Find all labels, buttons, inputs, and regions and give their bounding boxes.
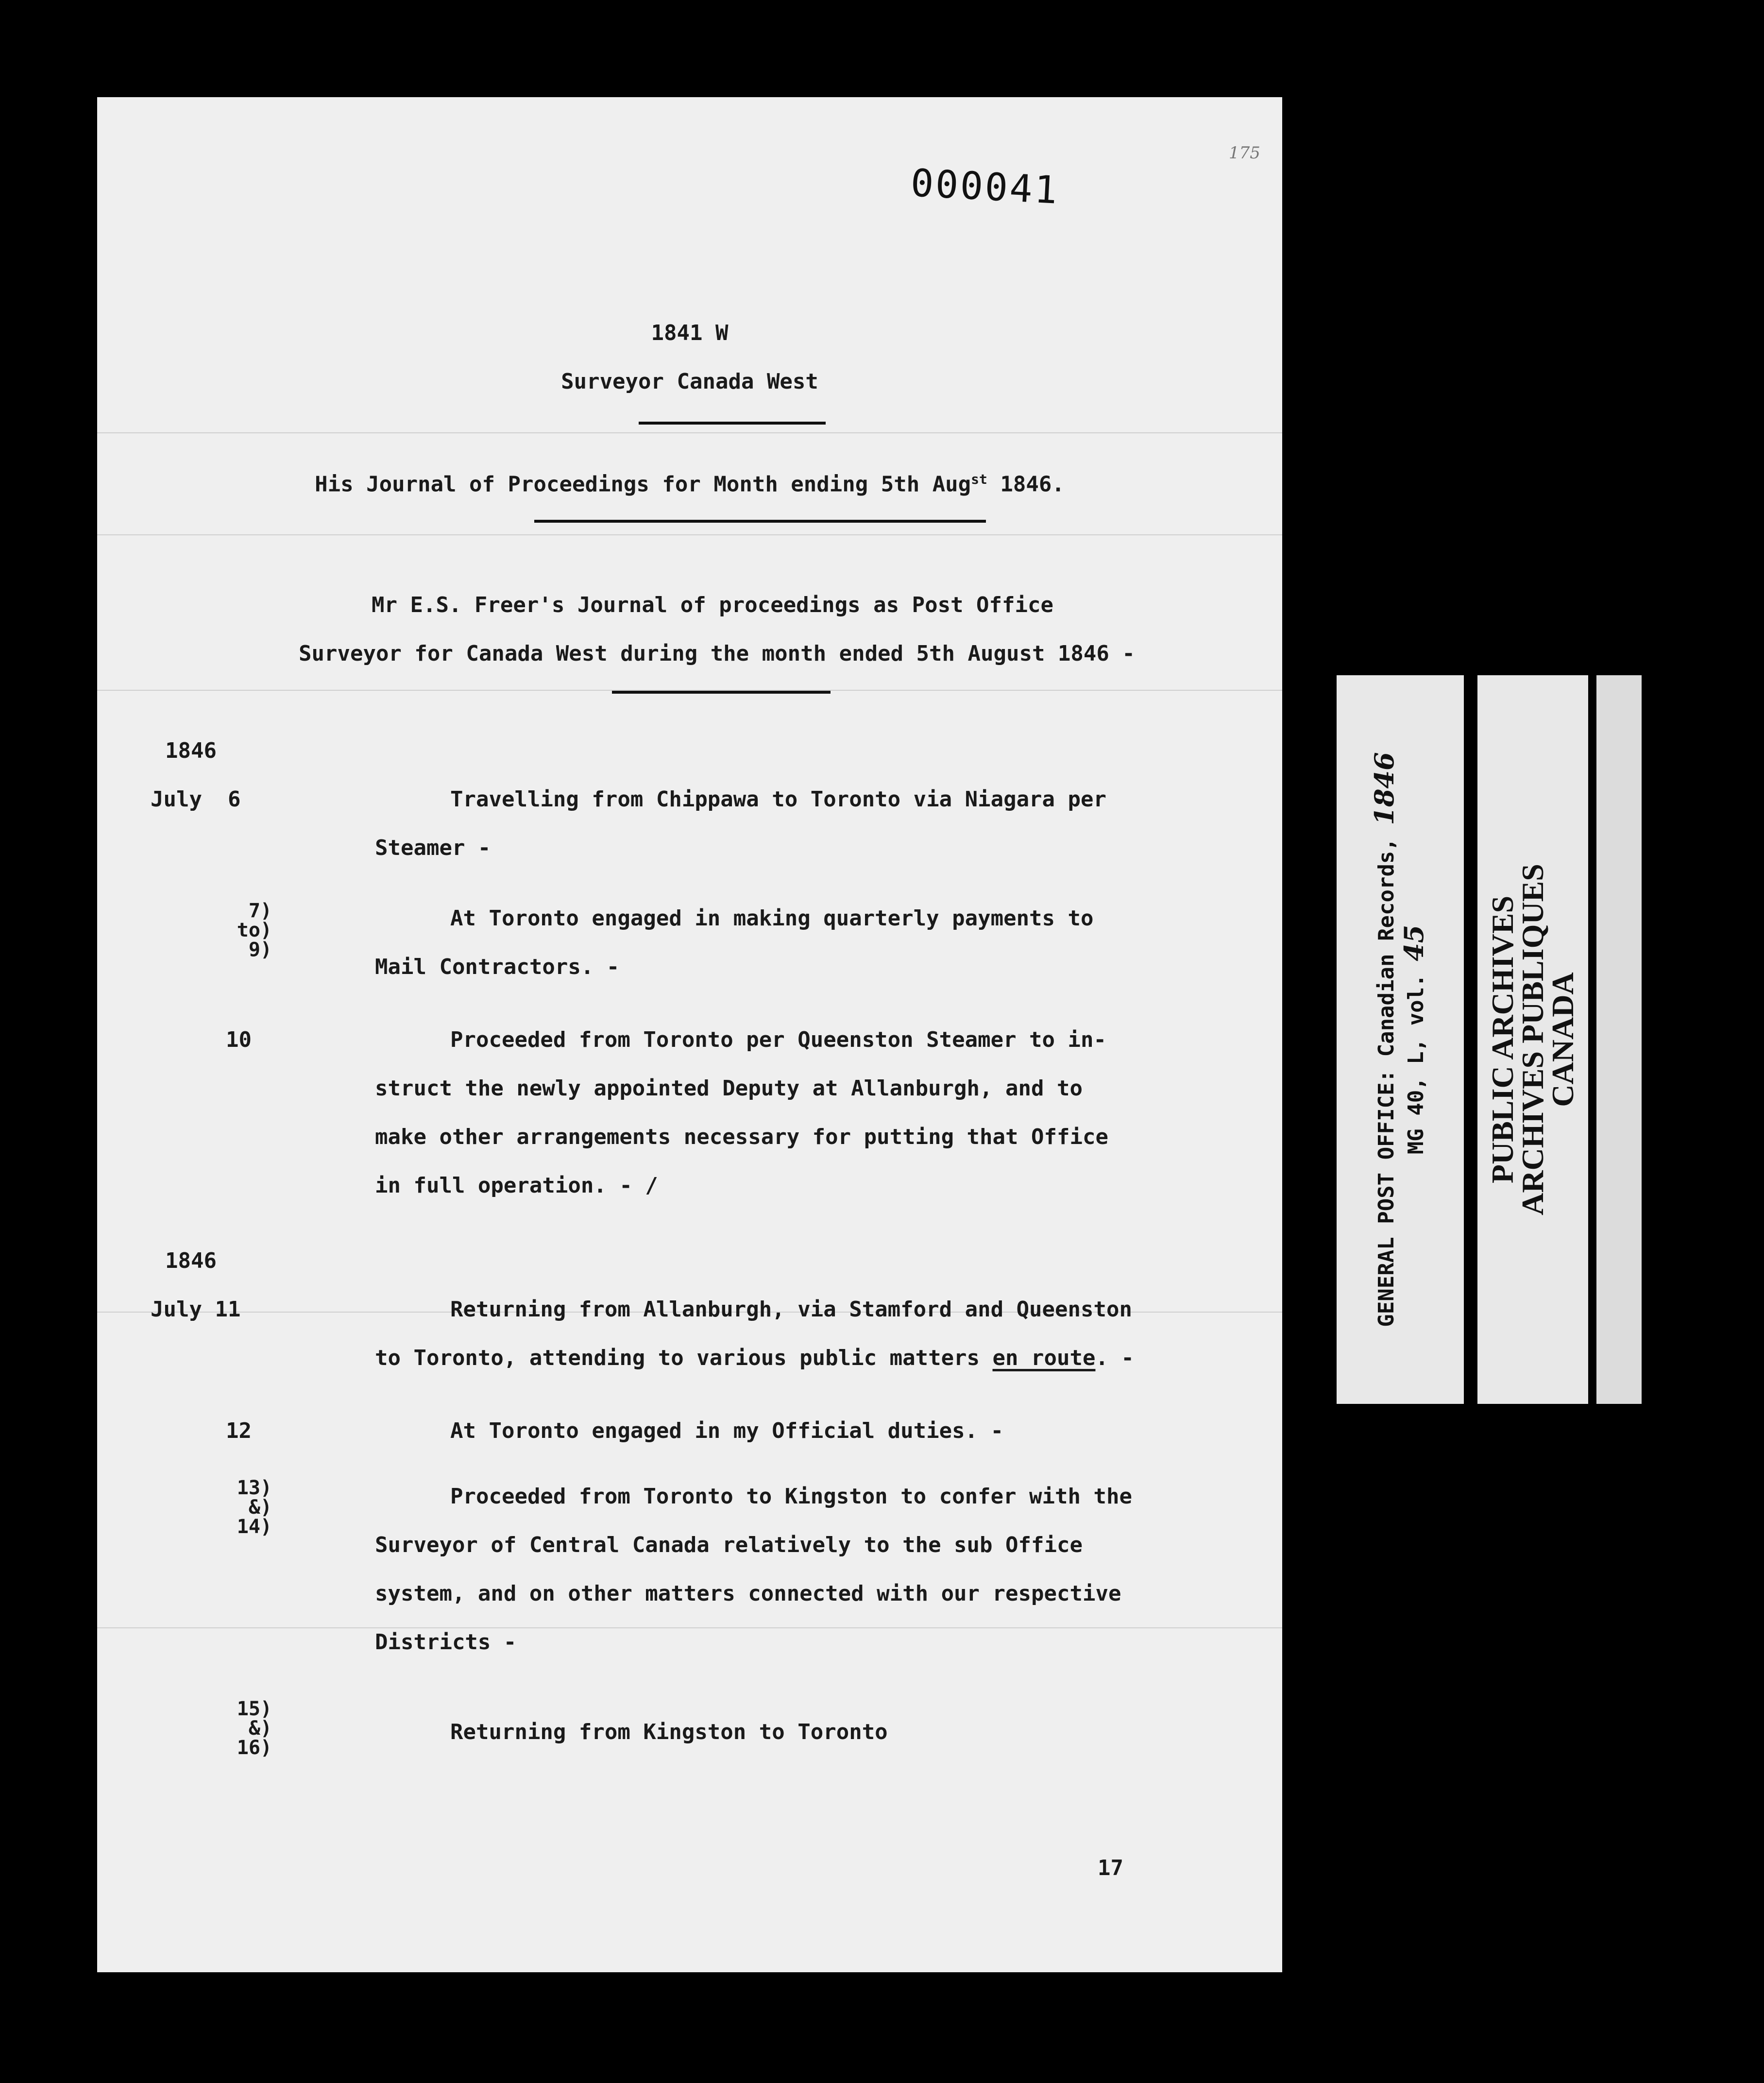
entry-text: make other arrangements necessary for putting that Office — [375, 1125, 1108, 1149]
intro-line-2: Surveyor for Canada West during the month ended 5th August 1846 - — [299, 641, 1135, 666]
entry-date-bracket: 7) — [248, 900, 272, 922]
subtitle-underline — [534, 520, 986, 523]
entry-date-bracket: 13) — [237, 1477, 272, 1499]
paper-rule — [97, 1627, 1282, 1628]
year-label: 1846 — [165, 738, 217, 763]
entry-date-bracket: 16) — [237, 1737, 272, 1759]
heading-title: Surveyor Canada West — [561, 369, 818, 394]
entry-text: Steamer - — [375, 836, 491, 860]
entry-date-bracket: &) — [248, 1496, 272, 1519]
label-edge-strip — [1596, 675, 1642, 1404]
entry-date: July 11 — [151, 1297, 241, 1322]
entry-text: At Toronto engaged in my Official duties. - — [450, 1418, 1004, 1443]
entry-date-bracket: 14) — [237, 1516, 272, 1538]
entry-text: in full operation. - / — [375, 1173, 658, 1198]
entry-date-bracket: &) — [248, 1717, 272, 1740]
entry-text: struct the newly appointed Deputy at Allanburgh, and to — [375, 1076, 1083, 1101]
entry-date-bracket: to) — [237, 919, 272, 941]
heading-underline — [639, 422, 826, 425]
entry-text: Mail Contractors. - — [375, 955, 620, 979]
gpo-reference-strip — [1337, 675, 1464, 1404]
entry-text: Proceeded from Toronto per Queenston Steamer to in- — [450, 1027, 1107, 1052]
entry-text: Returning from Allanburgh, via Stamford and Queenston — [450, 1297, 1132, 1322]
entry-text: Districts - — [375, 1630, 517, 1655]
year-label: 1846 — [165, 1248, 217, 1273]
intro-underline — [612, 691, 831, 694]
public-archives-strip — [1477, 675, 1588, 1404]
page-number: 17 — [1098, 1856, 1123, 1880]
paper-rule — [97, 432, 1282, 433]
entry-text: Travelling from Chippawa to Toronto via Niagara per — [450, 787, 1107, 812]
entry-text: system, and on other matters connected with our respective — [375, 1581, 1121, 1606]
heading-file-number: 1841 W — [651, 321, 729, 345]
entry-text: Returning from Kingston to Toronto — [450, 1720, 888, 1744]
entry-text: At Toronto engaged in making quarterly payments to — [450, 906, 1094, 931]
entry-text: to Toronto, attending to various public matters en route. - — [375, 1346, 1134, 1370]
entry-date: 10 — [226, 1027, 252, 1052]
handwritten-folio-note: 175 — [1229, 143, 1260, 163]
archive-label — [1337, 675, 1642, 1404]
document-page — [97, 97, 1282, 1972]
public-archives-text: PUBLIC ARCHIVES ARCHIVES PUBLIQUES CANADA — [1485, 864, 1580, 1215]
entry-text: Surveyor of Central Canada relatively to the sub Office — [375, 1533, 1083, 1557]
gpo-reference-text: GENERAL POST OFFICE: Canadian Records, 1846 MG 40, L, vol. 45 — [1369, 752, 1429, 1327]
entry-date-bracket: 15) — [237, 1698, 272, 1720]
heading-subtitle: His Journal of Proceedings for Month ending 5th Aug$^{st}$ 1846. — [315, 471, 1065, 497]
intro-line-1: Mr E.S. Freer's Journal of proceedings as Post Office — [372, 593, 1053, 617]
entry-text: Proceeded from Toronto to Kingston to confer with the — [450, 1484, 1132, 1509]
entry-date: July 6 — [151, 787, 241, 812]
entry-date-bracket: 9) — [248, 939, 272, 961]
stamped-number: 000041 — [909, 161, 1060, 213]
entry-date: 12 — [226, 1418, 252, 1443]
paper-rule — [97, 534, 1282, 535]
